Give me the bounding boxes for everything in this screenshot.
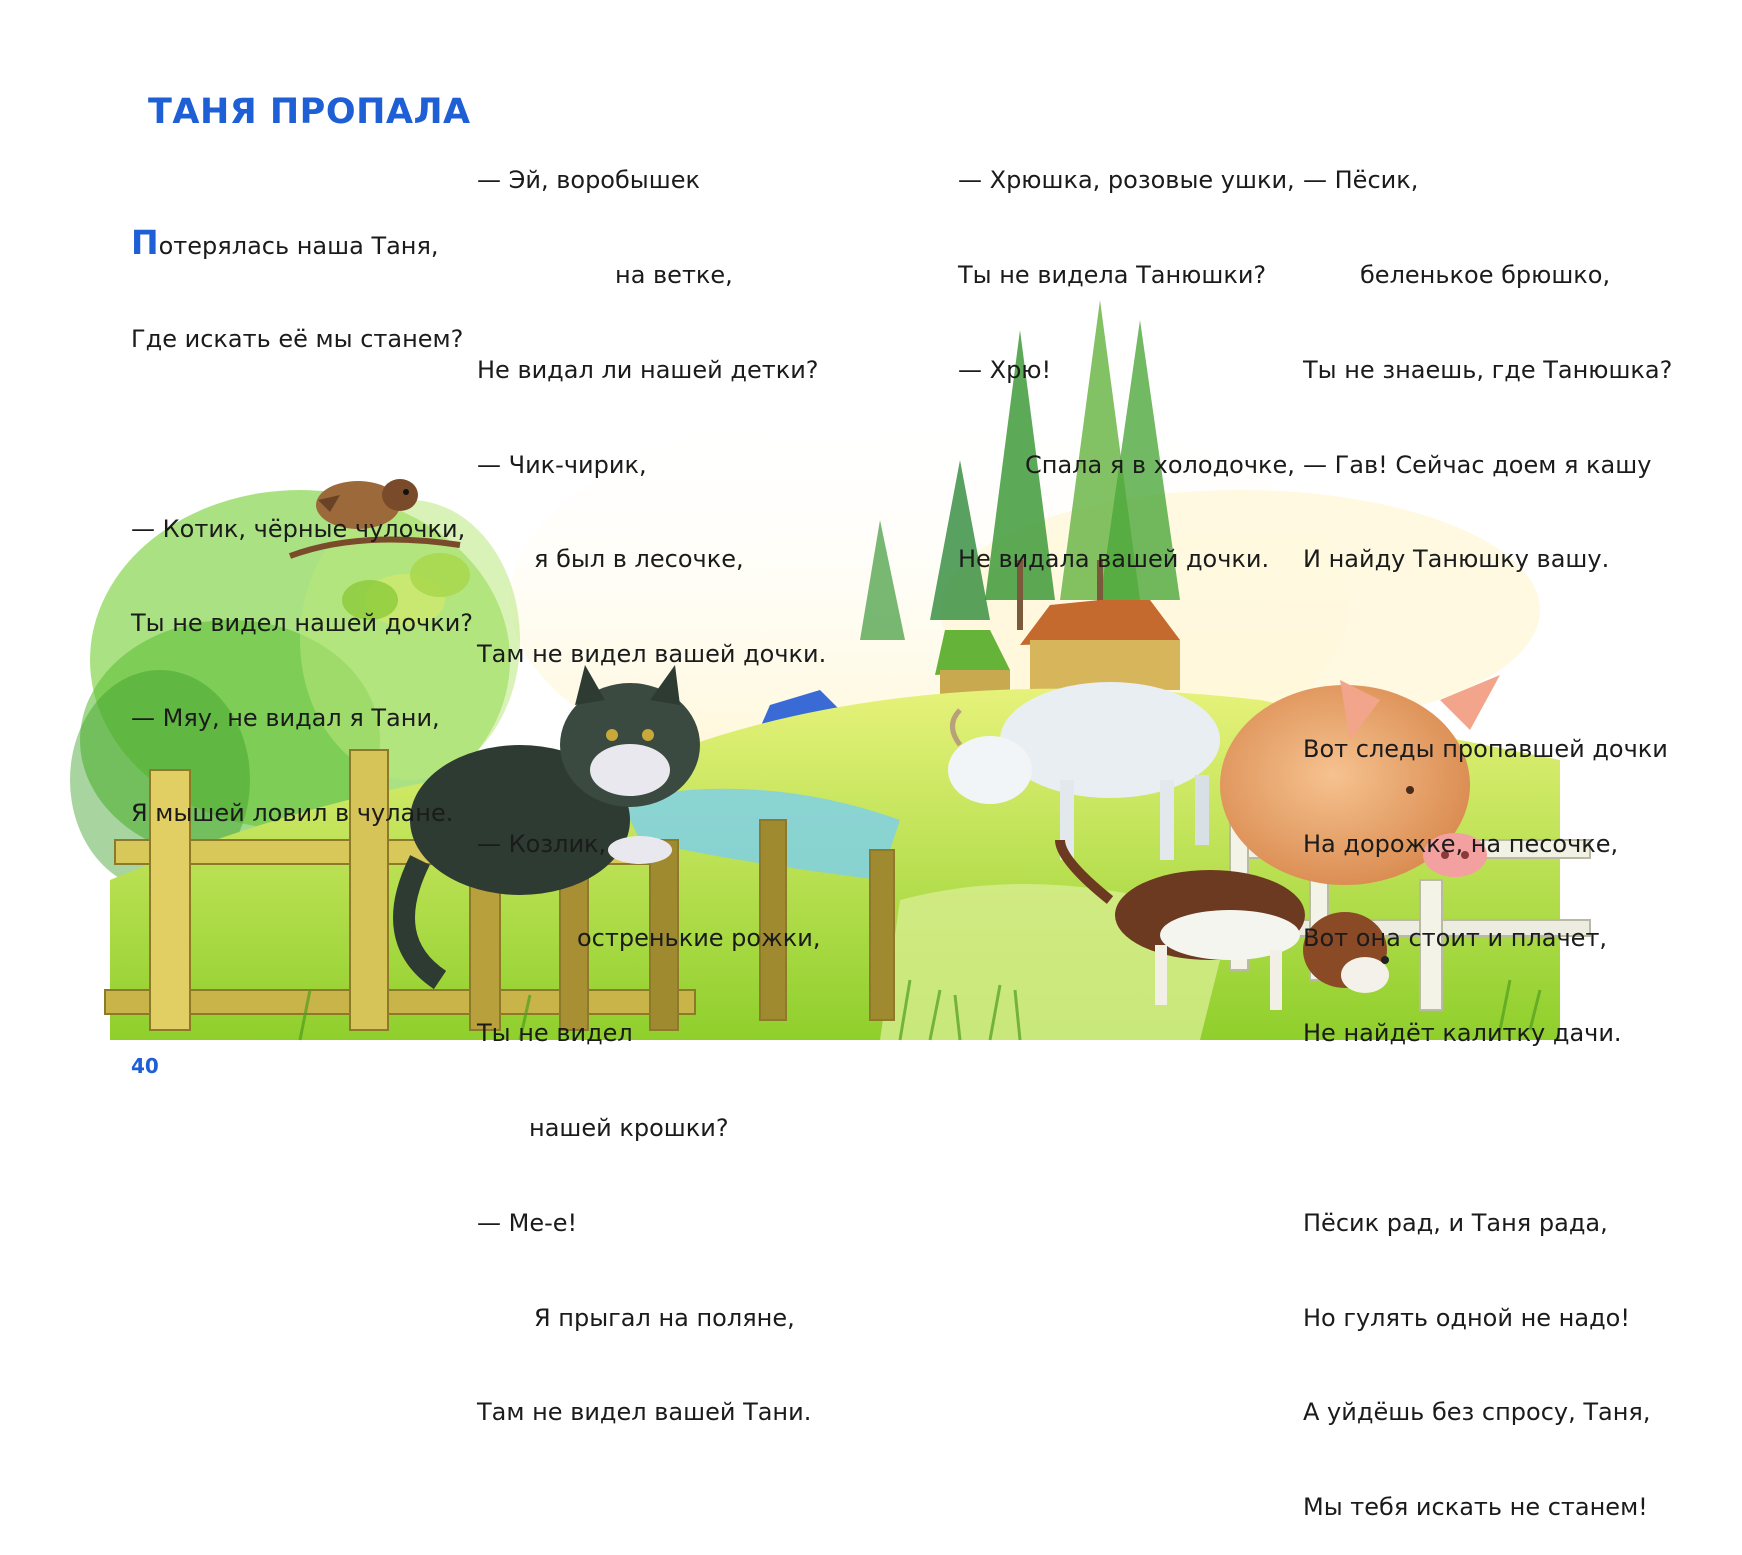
poem-line: Вот следы пропавшей дочки	[1303, 734, 1668, 763]
poem-blank-line	[477, 734, 826, 766]
poem-line: Спала я в холодочке,	[1025, 450, 1295, 479]
poem-line: — Котик, чёрные чулочки,	[131, 514, 466, 543]
poem-line: Ты не видела Танюшки?	[958, 260, 1267, 289]
poem-line: Ты не видел	[477, 1019, 633, 1048]
poem-line: — Козлик,	[477, 829, 607, 858]
page-number: 40	[131, 1054, 159, 1078]
poem-line	[131, 223, 473, 263]
poem-line: беленькое брюшко,	[1360, 260, 1611, 289]
poem-line: И найду Танюшку вашу.	[1303, 545, 1610, 574]
poem-line: Где искать её мы станем?	[131, 324, 464, 353]
poem-line: Я мышей ловил в чулане.	[131, 798, 454, 827]
poem-line: — Чик-чирик,	[477, 450, 647, 479]
poem-line: Не видал ли нашей детки?	[477, 355, 819, 384]
poem-line: Мы тебя искать не станем!	[1303, 1493, 1648, 1522]
poem-line-text: отерялась наша Таня,	[158, 232, 439, 261]
poem-line: Я прыгал на поляне,	[534, 1303, 795, 1332]
poem-line: На дорожке, на песочке,	[1303, 829, 1619, 858]
poem-line: Пёсик рад, и Таня рада,	[1303, 1208, 1608, 1237]
poem-blank-line	[131, 419, 473, 451]
poem-title: ТАНЯ ПРОПАЛА	[148, 92, 471, 132]
poem-line: — Хрюшка, розовые ушки,	[958, 166, 1295, 195]
poem-line: — Хрю!	[958, 355, 1052, 384]
poem-blank-line	[1303, 639, 1672, 671]
poem-line: Но гулять одной не надо!	[1303, 1303, 1630, 1332]
poem-line: Там не видел вашей дочки.	[477, 640, 827, 669]
poem-line: Не видала вашей дочки.	[958, 545, 1270, 574]
poem-line: Там не видел вашей Тани.	[477, 1398, 812, 1427]
poem-line: Не найдёт калитку дачи.	[1303, 1019, 1622, 1048]
poem-line: на ветке,	[615, 260, 733, 289]
poem-line: — Мяу, не видал я Тани,	[131, 704, 440, 733]
poem-line: — Пёсик,	[1303, 166, 1419, 195]
drop-cap: П	[131, 223, 159, 263]
poem-blank-line	[1303, 1113, 1672, 1145]
poem-line: Вот она стоит и плачет,	[1303, 924, 1608, 953]
poem-line: остренькие рожки,	[577, 924, 821, 953]
poem-line: нашей крошки?	[529, 1114, 729, 1142]
poem-line: — Гав! Сейчас доем я кашу	[1303, 450, 1652, 479]
poem-line: — Ме-е!	[477, 1208, 578, 1237]
poem-column-3	[958, 102, 1295, 608]
poem-line: Ты не знаешь, где Танюшка?	[1303, 355, 1673, 384]
poem-line: — Эй, воробышек	[477, 166, 700, 195]
poem-line: Ты не видел нашей дочки?	[131, 609, 474, 638]
poem-column-1	[131, 166, 473, 861]
poem-line: А уйдёшь без спросу, Таня,	[1303, 1398, 1651, 1427]
poem-line: я был в лесочке,	[534, 545, 744, 574]
poem-column-4	[1303, 102, 1672, 1555]
poem-column-2	[477, 102, 826, 1461]
